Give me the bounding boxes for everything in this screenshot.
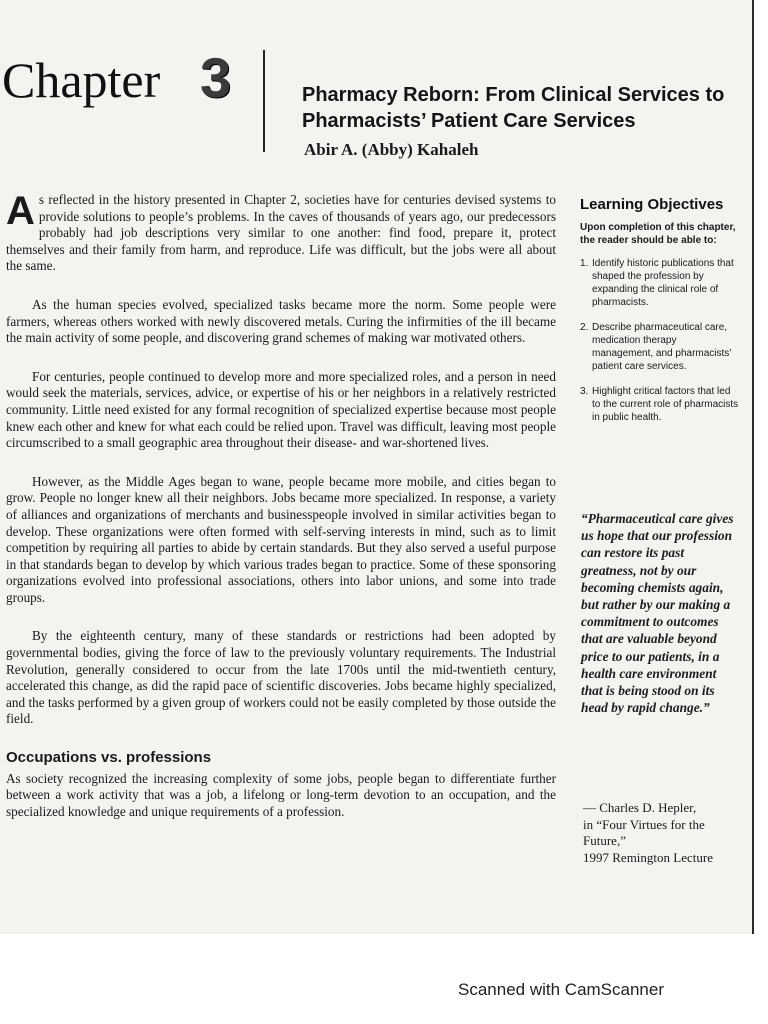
learning-objectives-intro: Upon completion of this chapter, the reader should be able to: bbox=[580, 222, 736, 246]
quote-attribution bbox=[583, 800, 743, 866]
pull-quote: “Pharmaceutical care gives us hope that our profession can restore its past greatness, not by our becoming chemists again, but rather by our making a commitment to outcomes that are valuable beyond price to our patients, in a health care environment that is being stood on its head by rapid change.” bbox=[581, 511, 734, 716]
objective-item bbox=[580, 385, 740, 424]
objective-number: 1. bbox=[580, 258, 589, 269]
scanner-watermark: Scanned with CamScanner bbox=[458, 980, 665, 999]
section-paragraph: As society recognized the increasing complexity of some jobs, people began to differentiate further between a work activity that was a job, a lifelong or long-term devotion to an occupation, and the specialized knowledge and unique requirements of a profession. bbox=[6, 770, 556, 819]
drop-cap: A bbox=[6, 189, 35, 233]
objective-item bbox=[580, 257, 740, 309]
objective-text: Highlight critical factors that led to the current role of pharmacists in public health. bbox=[592, 386, 739, 423]
paragraph-text: s reflected in the history presented in Chapter 2, societies have for centuries devised systems to provide solutions to people’s problems. In the caves of thousands of years ago, our predecessors probably had job descriptions very similar to one another: find food, prepare it, protect themselves and their family from harm, and reproduce. Life was difficult, but the jobs were all about the same. bbox=[6, 192, 556, 274]
body-paragraph-2: As the human species evolved, specialized tasks became more the norm. Some people were farmers, whereas others worked with newly discovered metals. Curing the infirmities of the ill became the main activity of some people, and discovering grand schemes of making war motivated others. bbox=[6, 296, 556, 346]
chapter-number: 3 bbox=[200, 46, 232, 109]
chapter-title: Pharmacy Reborn: From Clinical Services to Pharmacists’ Patient Care Services bbox=[302, 84, 725, 132]
main-text-column bbox=[6, 189, 556, 842]
chapter-label: Chapter bbox=[2, 52, 161, 108]
body-paragraph-3: For centuries, people continued to develop more and more specialized roles, and a person in need would seek the materials, services, advice, or expertise of his or her neighbors in a relatively restricted community. Little need existed for any formal recognition of specialized expertise because most people knew each other and knew for what each could be relied upon. Travel was difficult, leaving most people circumscribed to a small geographic area throughout their disease- and war-shortened lives. bbox=[6, 368, 556, 451]
learning-objectives-list bbox=[580, 257, 740, 424]
body-paragraph-5: By the eighteenth century, many of these standards or restrictions had been adopted by governmental bodies, giving the force of law to the previously voluntary requirements. The Industrial Revolution, generally considered to occur from the late 1700s until the mid-twentieth century, accelerated this change, as did the rapid pace of scientific discoveries. Jobs became highly specialized, and the tasks performed by a given group of workers could not be easily completed by those outside the field. bbox=[6, 628, 556, 727]
attribution-name: — Charles D. Hepler, bbox=[583, 800, 697, 815]
objective-number: 2. bbox=[580, 322, 589, 333]
author-name: Abir A. (Abby) Kahaleh bbox=[304, 140, 479, 159]
learning-objectives-box bbox=[580, 196, 740, 436]
header-divider bbox=[263, 50, 265, 152]
body-paragraph-4: However, as the Middle Ages began to wane, people became more mobile, and cities began to grow. People no longer knew all their neighbors. Jobs became more specialized. In response, a variety of alliances and organizations of merchants and businesspeople involved in similar activities began to develop. These organizations were often formed with self-serving interests in mind, such as to limit competition by requiring all parties to abide by certain standards. But they also served a useful purpose in that standards began to develop by which various trades began to practice. Some of these sponsoring organizations evolved into professional associations, others into labor unions, and some into trade groups. bbox=[6, 473, 556, 605]
learning-objectives-title: Learning Objectives bbox=[580, 196, 724, 213]
objective-number: 3. bbox=[580, 386, 589, 397]
objective-text: Identify historic publications that shaped the profession by expanding the clinical role of pharmacists. bbox=[592, 258, 734, 308]
body-paragraph-1 bbox=[6, 189, 556, 275]
attribution-source: in “Four Virtues for the Future,” bbox=[583, 816, 705, 848]
attribution-event: 1997 Remington Lecture bbox=[583, 849, 713, 865]
section-heading: Occupations vs. professions bbox=[6, 749, 212, 767]
objective-text: Describe pharmaceutical care, medication therapy management, and pharmacists’ patient care services. bbox=[592, 322, 732, 372]
objective-item bbox=[580, 321, 740, 373]
